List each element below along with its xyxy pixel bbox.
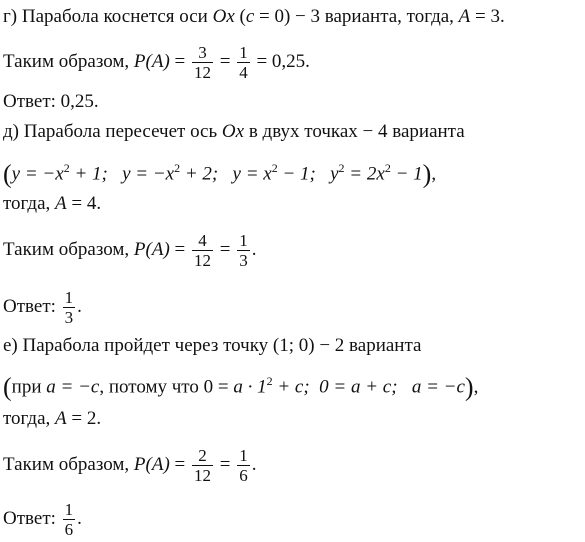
part-e-condition: (при a = −c, потому что $0 = a \cdot 1^2 + c$; 0 = a + c; a = −c), xyxy=(3,372,479,402)
part-d-statement: д) Парабола пересечет ось Ox в двух точках − 4 варианта xyxy=(3,121,465,142)
fraction: $\frac{1}{6}$ xyxy=(239,446,248,485)
fraction: $\frac{3}{12}$ xyxy=(194,43,211,82)
part-g-probability: Таким образом, P(A) = $\frac{3}{12}$ = $\frac{1}{4}$ = 0,25. xyxy=(3,43,310,82)
fraction: $\frac{1}{3}$ xyxy=(64,288,74,327)
part-g-answer: Ответ: 0,25. xyxy=(3,91,99,112)
part-e-then: тогда, A = 2. xyxy=(3,408,102,429)
fraction: $\frac{1}{3}$ xyxy=(239,231,248,270)
part-d-answer: Ответ: $\frac{1}{3}$ . xyxy=(3,288,82,327)
part-e-statement: е) Парабола пройдет через точку (1; 0) − 2 варианта xyxy=(3,335,422,356)
part-d-then: тогда, A = 4. xyxy=(3,193,102,214)
axis-ox: Ox xyxy=(221,121,245,142)
fraction: $\frac{2}{12}$ xyxy=(194,446,211,485)
fraction: $\frac{4}{12}$ xyxy=(194,231,211,270)
part-e-probability: Таким образом, P(A) = $\frac{2}{12}$ = $\frac{1}{6}$ . xyxy=(3,446,257,485)
part-g-statement: г) Парабола коснется оси Ox (c = 0) − 3 варианта, тогда, A = 3. xyxy=(3,6,505,27)
part-d-equations: ($y = -x^2 + 1$; $y = -x^2 + 2$; $y = x^2 - 1$; $y^2 = 2x^2 - 1$), xyxy=(3,159,437,189)
fraction: $\frac{1}{4}$ xyxy=(239,43,248,82)
fraction: $\frac{1}{6}$ xyxy=(64,500,74,539)
axis-ox: Ox xyxy=(212,6,235,27)
part-d-probability: Таким образом, P(A) = $\frac{4}{12}$ = $\frac{1}{3}$ . xyxy=(3,231,257,270)
part-e-answer: Ответ: $\frac{1}{6}$ . xyxy=(3,500,82,539)
